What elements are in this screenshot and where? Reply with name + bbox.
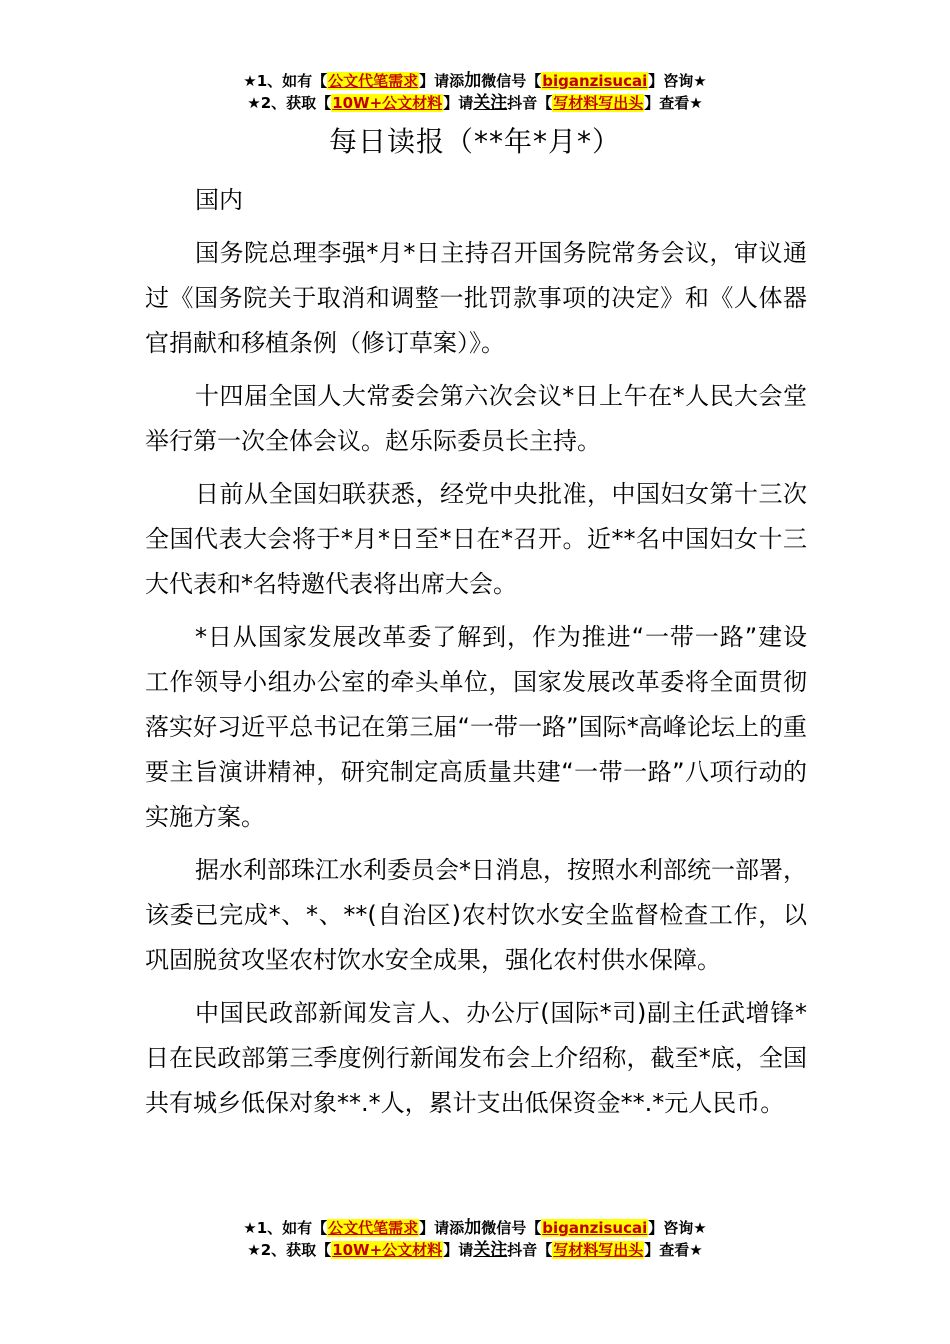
promo-highlight-douyin: 写材料写出头 <box>553 94 644 112</box>
section-heading: 国内 <box>195 186 243 214</box>
promo-highlight-wechat: biganzisucai <box>542 72 648 90</box>
promo-footer <box>0 1217 950 1261</box>
promo-text: ★2、获取【 <box>247 1241 332 1259</box>
promo-header <box>0 70 950 114</box>
promo-text: 微信号【 <box>481 72 542 90</box>
promo-line-1 <box>0 1217 950 1239</box>
promo-text: 】查看★ <box>644 94 703 112</box>
promo-highlight-service: 公文代笔需求 <box>328 72 419 90</box>
promo-text-emphasis: 加 <box>464 1218 482 1238</box>
promo-highlight-douyin: 写材料写出头 <box>553 1241 644 1259</box>
promo-highlight-wechat: biganzisucai <box>542 1219 648 1237</box>
news-paragraph: 日前从全国妇联获悉，经党中央批准，中国妇女第十三次全国代表大会将于*月*日至*日在*召开。近**名中国妇女十三大代表和*名特邀代表将出席大会。 <box>145 480 807 598</box>
promo-text: ★1、如有【 <box>243 72 328 90</box>
promo-text-underlined: 关注 <box>473 93 508 113</box>
promo-text: 】请 <box>443 1241 474 1259</box>
promo-line-1 <box>0 70 950 92</box>
promo-text: 抖音【 <box>507 94 553 112</box>
promo-line-2 <box>0 1239 950 1261</box>
promo-text: 】咨询★ <box>648 72 707 90</box>
promo-highlight-service: 公文代笔需求 <box>328 1219 419 1237</box>
promo-highlight-materials: 10W+公文材料 <box>332 1241 443 1259</box>
promo-text: ★2、获取【 <box>247 94 332 112</box>
promo-line-2 <box>0 92 950 114</box>
news-paragraph: 据水利部珠江水利委员会*日消息，按照水利部统一部署，该委已完成*、*、**(自治区)农村饮水安全监督检查工作，以巩固脱贫攻坚农村饮水安全成果，强化农村供水保障。 <box>145 856 807 974</box>
promo-text: 微信号【 <box>481 1219 542 1237</box>
promo-text-emphasis: 加 <box>464 71 482 91</box>
news-paragraph: *日从国家发展改革委了解到，作为推进“一带一路”建设工作领导小组办公室的牵头单位，国家发展改革委将全面贯彻落实好习近平总书记在第三届“一带一路”国际*高峰论坛上的重要主旨演讲精神，研究制定高质量共建“一带一路”八项行动的实施方案。 <box>145 623 807 831</box>
promo-text: 】请 <box>443 94 474 112</box>
document-title: 每日读报（**年*月*） <box>328 125 621 158</box>
news-paragraph: 国务院总理李强*月*日主持召开国务院常务会议，审议通过《国务院关于取消和调整一批罚款事项的决定》和《人体器官捐献和移植条例（修订草案）》。 <box>145 239 807 357</box>
promo-text: ★1、如有【 <box>243 1219 328 1237</box>
document-body <box>145 178 807 1134</box>
promo-highlight-materials: 10W+公文材料 <box>332 94 443 112</box>
news-paragraph: 中国民政部新闻发言人、办公厅(国际*司)副主任武增锋*日在民政部第三季度例行新闻发布会上介绍称，截至*底，全国共有城乡低保对象**.*人，累计支出低保资金**.*元人民币。 <box>145 999 807 1117</box>
news-paragraph: 十四届全国人大常委会第六次会议*日上午在*人民大会堂举行第一次全体会议。赵乐际委员长主持。 <box>145 382 807 455</box>
promo-text: 】咨询★ <box>648 1219 707 1237</box>
promo-text-underlined: 关注 <box>473 1240 508 1260</box>
promo-text: 】查看★ <box>644 1241 703 1259</box>
promo-text: 】请添 <box>419 72 465 90</box>
promo-text: 】请添 <box>419 1219 465 1237</box>
promo-text: 抖音【 <box>507 1241 553 1259</box>
